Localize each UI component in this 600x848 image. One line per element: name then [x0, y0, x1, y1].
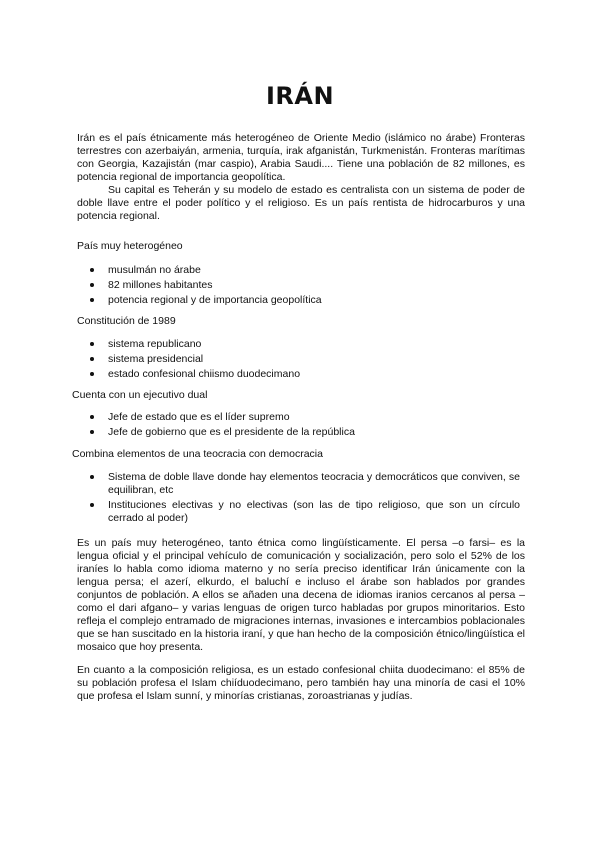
intro-paragraph-1: Irán es el país étnicamente más heterogéneo de Oriente Medio (islámico no árabe) Fronteras terrestres con azerbaiyán, armenia, turquía, irak afganistán, Turkmenistán. Fronteras marítimas con Georgia, Kazajistán (mar caspio), Arabia Saudi.... Tiene una población de 82 millones, es potencia regional de importancia geopolítica. — [77, 132, 525, 183]
list-item: Jefe de estado que es el líder supremo — [88, 411, 518, 424]
body-paragraph-2: En cuanto a la composición religiosa, es un estado confesional chiita duodecimano: el 85% de su población profesa el Islam chiíduodecimano, pero también hay una minoría de casi el 10% que profesa el Islam sunní, y minorías cristianas, zoroastrianas y judías. — [77, 664, 525, 702]
section-heading-heterogeneo: País muy heterogéneo — [77, 240, 183, 252]
page-title: IRÁN — [265, 82, 335, 110]
list-item: musulmán no árabe — [88, 264, 518, 277]
section-heading-constitucion: Constitución de 1989 — [77, 315, 176, 327]
intro-paragraph-2: Su capital es Teherán y su modelo de estado es centralista con un sistema de poder de doble llave entre el poder político y el religioso. Es un país rentista de hidrocarburos y una potencia regional. — [77, 184, 525, 222]
list-teocracia — [88, 471, 520, 527]
list-heterogeneo — [88, 264, 518, 309]
body-block — [77, 537, 525, 703]
list-item: estado confesional chiismo duodecimano — [88, 368, 518, 381]
list-item: Instituciones electivas y no electivas (son las de tipo religioso, que son un círculo cerrado al poder) — [88, 499, 520, 525]
list-item: potencia regional y de importancia geopolítica — [88, 294, 518, 307]
list-item: Jefe de gobierno que es el presidente de la república — [88, 426, 518, 439]
list-item: 82 millones habitantes — [88, 279, 518, 292]
section-heading-teocracia: Combina elementos de una teocracia con democracia — [72, 448, 323, 460]
section-heading-ejecutivo: Cuenta con un ejecutivo dual — [72, 389, 208, 401]
body-paragraph-1: Es un país muy heterogéneo, tanto étnica como lingüísticamente. El persa –o farsi– es la lengua oficial y el principal vehículo de comunicación y socialización, pero solo el 52% de los iraníes lo habla como idioma materno y no sería preciso identificar Irán únicamente con la lengua persa; el azerí, elkurdo, el baluchí e incluso el árabe son hablados por grandes conjuntos de población. A ellos se añaden una decena de idiomas iranios cercanos al persa –como el dari afgano– y varias lenguas de origen turco habladas por grupos minoritarios. Esto refleja el complejo entramado de migraciones internas, invasiones e intercambios poblacionales que se han suscitado en la historia iraní, y que han hecho de la composición étnico/lingüística el mosaico que hoy presenta. — [77, 537, 525, 653]
list-constitucion — [88, 338, 518, 383]
list-item: Sistema de doble llave donde hay elementos teocracia y democráticos que conviven, se equilibran, etc — [88, 471, 520, 497]
list-item: sistema presidencial — [88, 353, 518, 366]
list-item: sistema republicano — [88, 338, 518, 351]
intro-block — [77, 132, 525, 223]
list-ejecutivo — [88, 411, 518, 441]
